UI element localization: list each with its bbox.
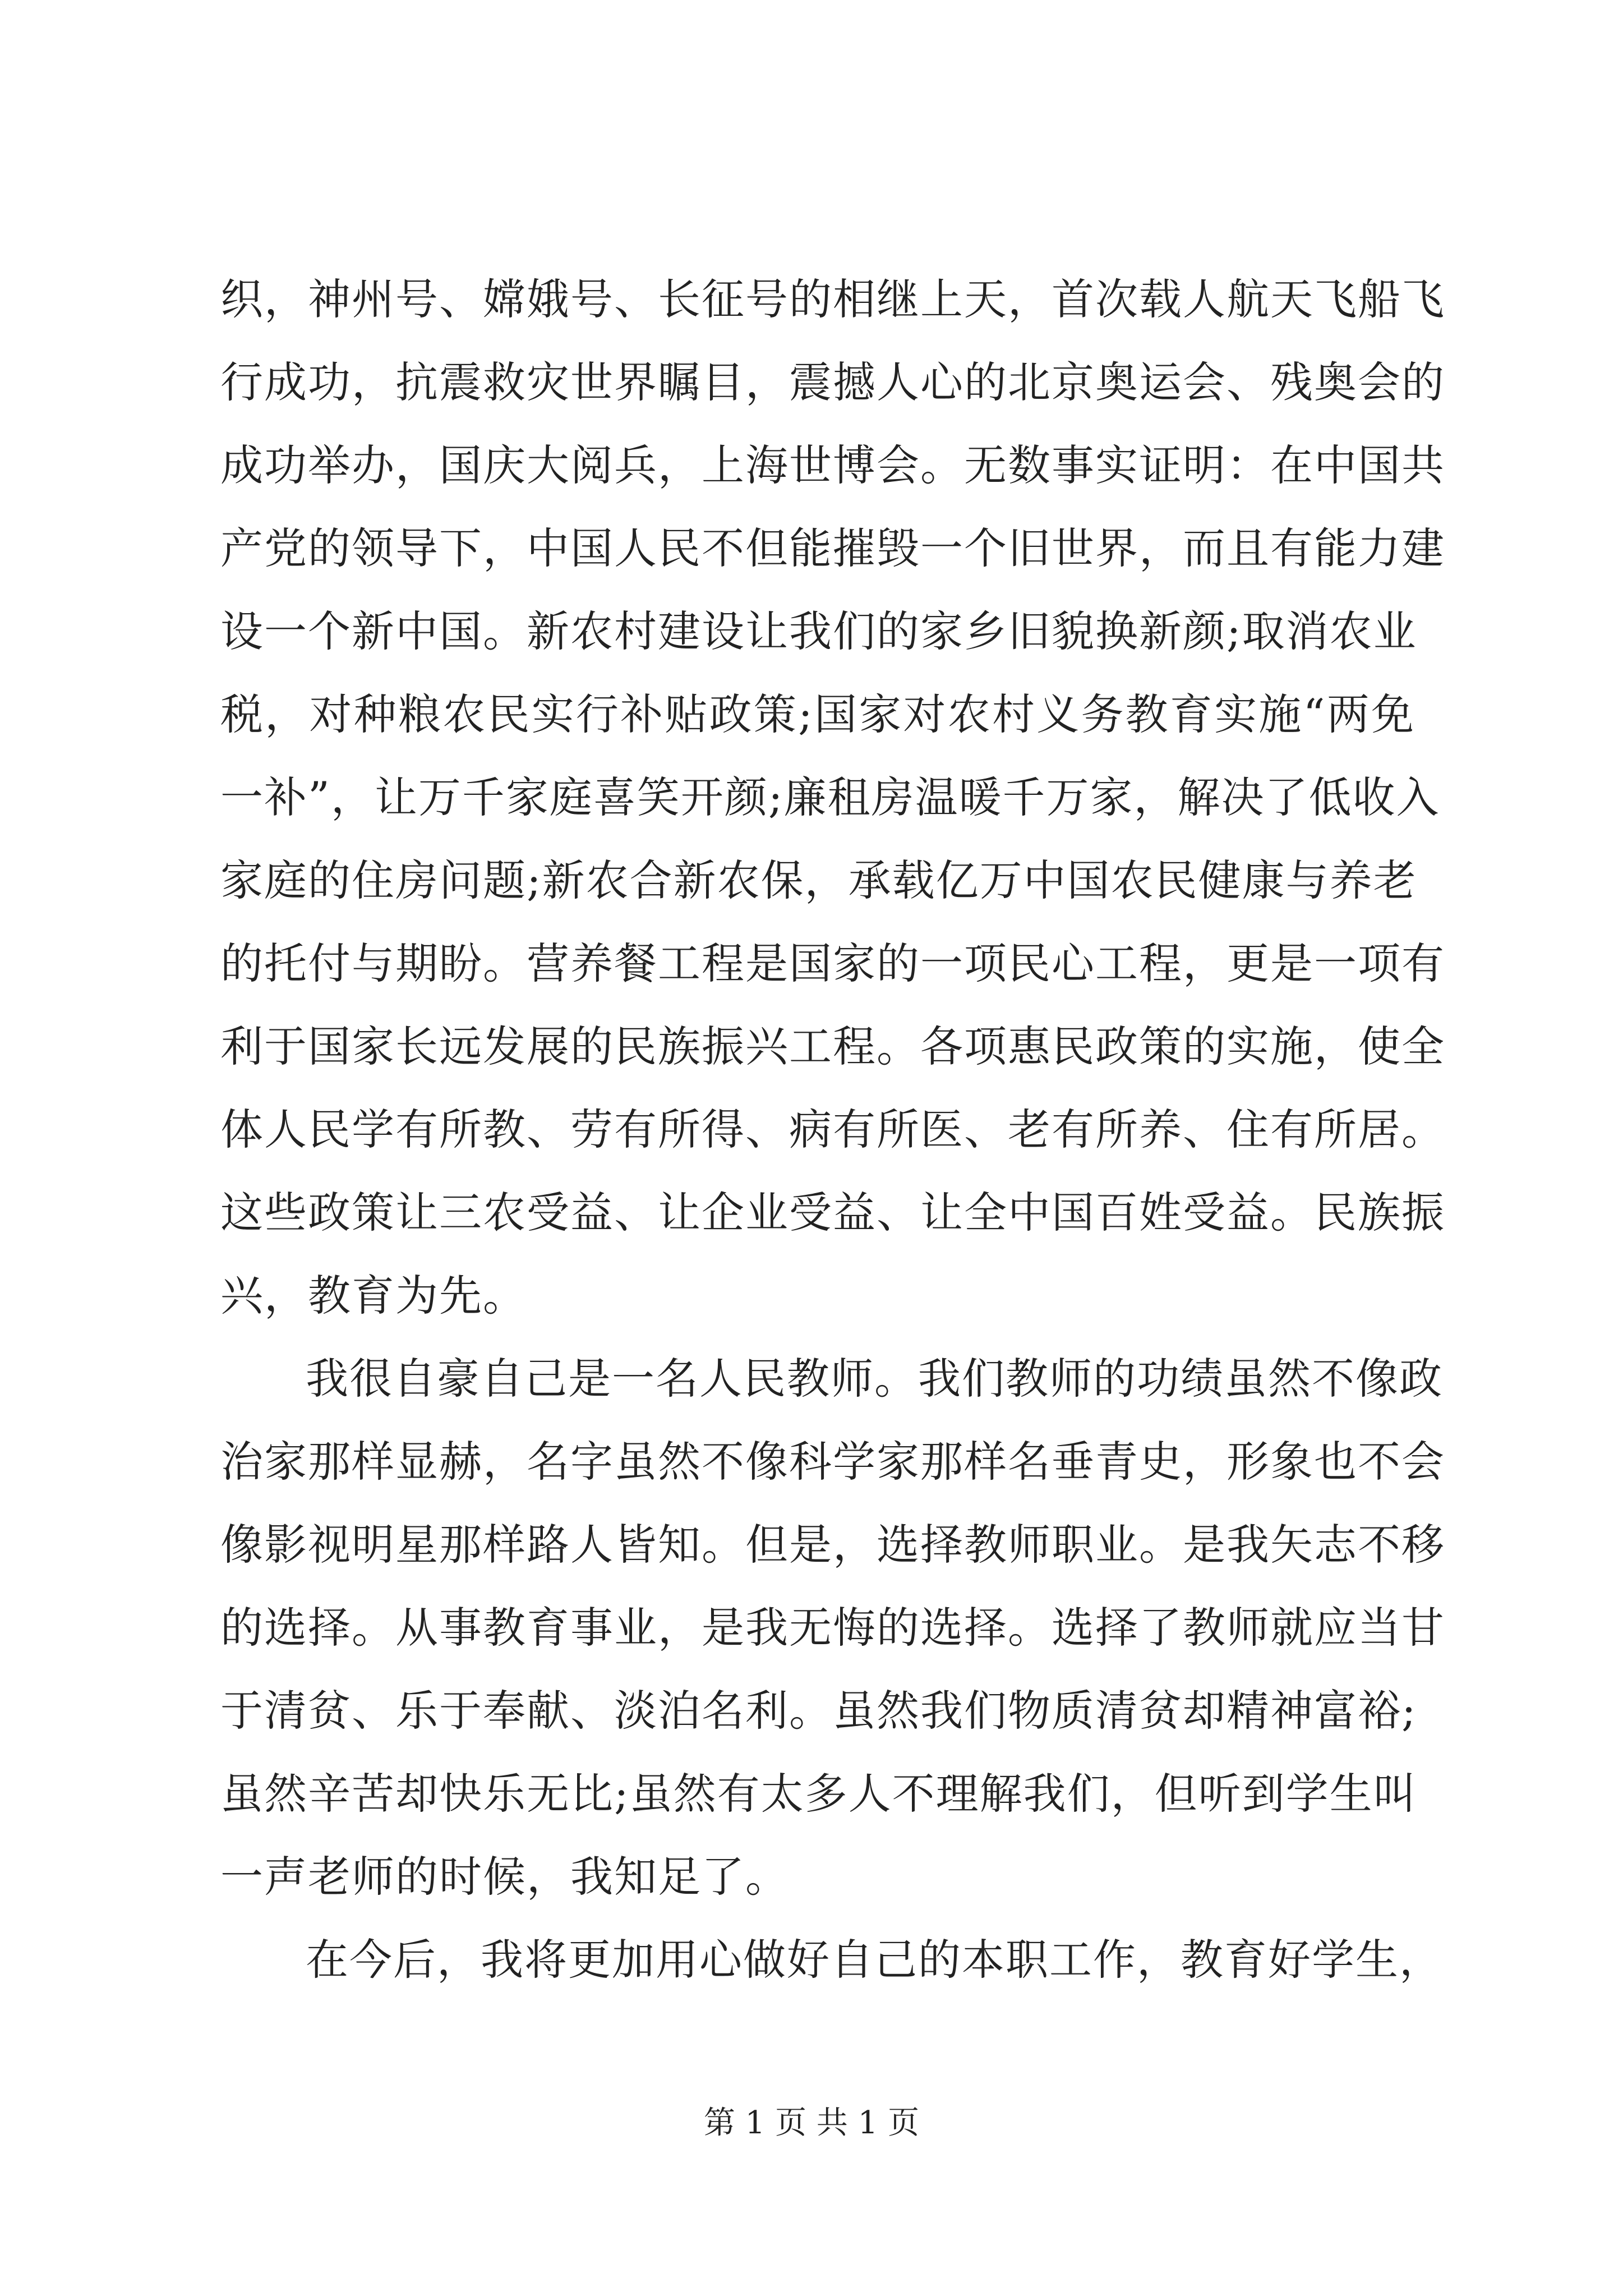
text-line: 产党的领导下，中国人民不但能摧毁一个旧世界，而且有能力建	[220, 523, 1445, 573]
paragraph-first-line: 在今后，我将更加用心做好自己的本职工作，教育好学生，	[306, 1935, 1443, 1985]
paragraph-first-line: 我很自豪自己是一名人民教师。我们教师的功绩虽然不像政	[306, 1354, 1443, 1404]
text-line: 于清贫、乐于奉献、淡泊名利。虽然我们物质清贫却精神富裕;	[220, 1686, 1417, 1736]
text-line: 一补”，让万千家庭喜笑开颜;廉租房温暖千万家，解决了低收入	[220, 772, 1440, 822]
text-line: 家庭的住房问题;新农合新农保，承载亿万中国农民健康与养老	[220, 855, 1417, 905]
text-line: 这些政策让三农受益、让企业受益、让全中国百姓受益。民族振	[220, 1188, 1445, 1237]
text-line: 成功举办，国庆大阅兵，上海世博会。无数事实证明：在中国共	[220, 440, 1445, 490]
text-line: 的选择。从事教育事业，是我无悔的选择。选择了教师就应当甘	[220, 1603, 1445, 1653]
text-line: 税，对种粮农民实行补贴政策;国家对农村义务教育实施“两免	[220, 689, 1415, 739]
text-line: 虽然辛苦却快乐无比;虽然有太多人不理解我们，但听到学生叫	[220, 1769, 1417, 1819]
body-text	[220, 258, 1445, 2001]
text-line: 的托付与期盼。营养餐工程是国家的一项民心工程，更是一项有	[220, 938, 1445, 988]
text-line: 体人民学有所教、劳有所得、病有所医、老有所养、住有所居。	[220, 1105, 1445, 1154]
page-footer: 第 1 页 共 1 页	[703, 2105, 920, 2141]
text-line: 织，神州号、嫦娥号、长征号的相继上天，首次载人航天飞船飞	[220, 274, 1445, 324]
text-line: 利于国家长远发展的民族振兴工程。各项惠民政策的实施，使全	[220, 1022, 1445, 1071]
text-line: 行成功，抗震救灾世界瞩目，震撼人心的北京奥运会、残奥会的	[220, 357, 1445, 407]
text-line: 设一个新中国。新农村建设让我们的家乡旧貌换新颜;取消农业	[220, 606, 1417, 656]
text-line: 治家那样显赫，名字虽然不像科学家那样名垂青史，形象也不会	[220, 1437, 1445, 1487]
text-line: 一声老师的时候，我知足了。	[220, 1852, 789, 1902]
text-line: 兴，教育为先。	[220, 1271, 527, 1320]
text-line: 像影视明星那样路人皆知。但是，选择教师职业。是我矢志不移	[220, 1520, 1445, 1570]
